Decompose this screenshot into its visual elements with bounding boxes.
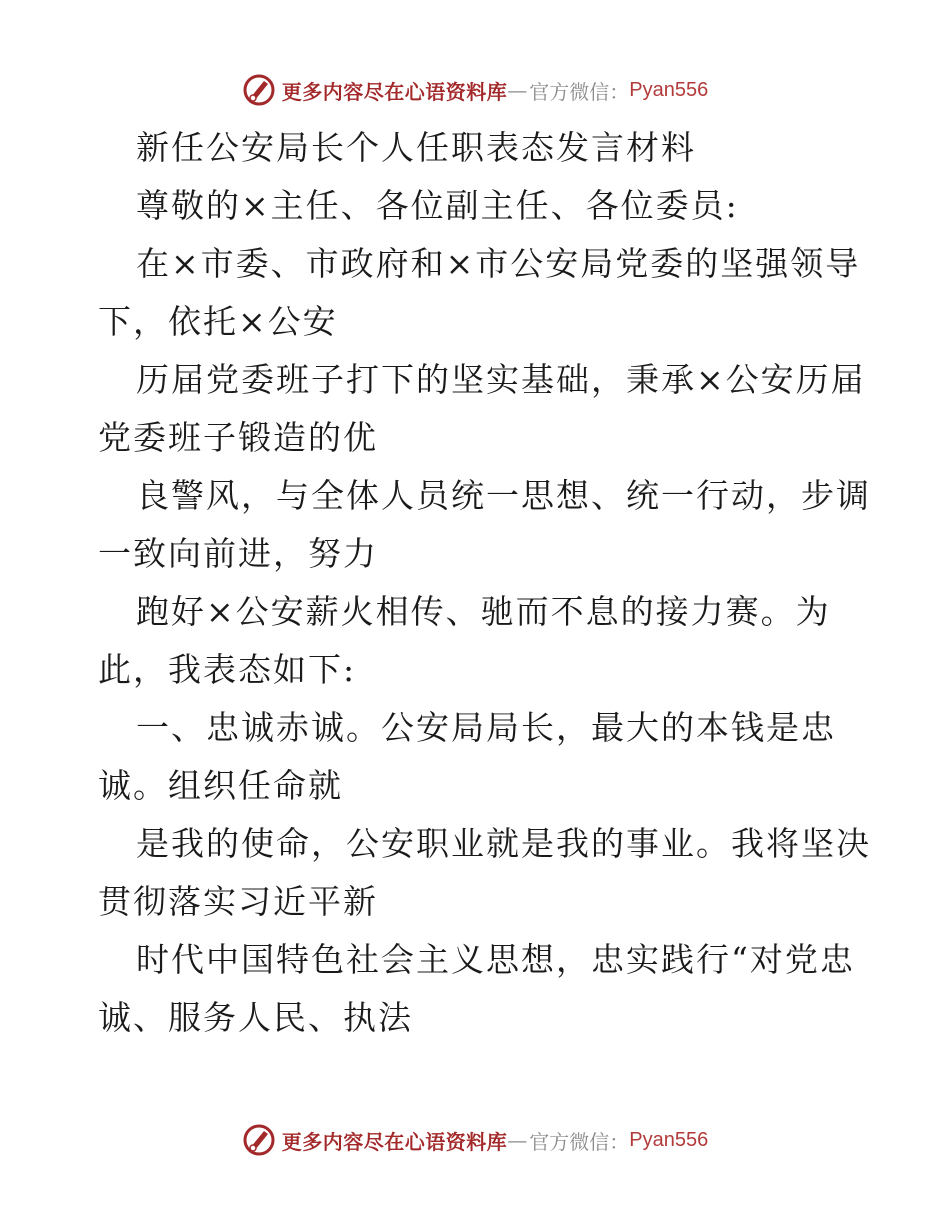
banner-wechat-label: 官方微信： — [529, 79, 630, 104]
text-line: 在×市委、市政府和×市公安局党委的坚强领导 — [136, 244, 861, 283]
text-line: 是我的使命，公安职业就是我的事业。我将坚决 — [136, 824, 871, 863]
document-body — [98, 119, 871, 1047]
text-line: 诚、服务人民、执法 — [98, 998, 413, 1037]
footer-watermark-banner — [0, 1120, 950, 1160]
banner-dash: — — [507, 1128, 528, 1152]
banner-brand-text: 更多内容尽在心语资料库 — [281, 79, 508, 104]
text-line: 贯彻落实习近平新 — [98, 882, 378, 921]
brush-circle-logo-icon — [242, 1123, 276, 1157]
banner-dash: — — [507, 78, 528, 102]
banner-brand-text: 更多内容尽在心语资料库 — [281, 1129, 508, 1154]
text-line: 尊敬的×主任、各位副主任、各位委员: — [136, 186, 739, 225]
text-line: 跑好×公安薪火相传、驰而不息的接力赛。为 — [136, 592, 831, 631]
text-line: 一、忠诚赤诚。公安局局长，最大的本钱是忠 — [136, 708, 836, 747]
text-line: 时代中国特色社会主义思想，忠实践行“对党忠 — [136, 940, 855, 979]
text-line: 一致向前进，努力 — [98, 534, 378, 573]
text-line: 良警风，与全体人员统一思想、统一行动，步调 — [136, 476, 871, 515]
text-line: 下，依托×公安 — [98, 302, 338, 341]
header-watermark-banner — [0, 70, 950, 110]
text-line: 历届党委班子打下的坚实基础，秉承×公安历届 — [136, 360, 866, 399]
text-line: 党委班子锻造的优 — [98, 418, 378, 457]
banner-wechat-id: Pyan556 — [629, 1128, 709, 1151]
text-line: 新任公安局长个人任职表态发言材料 — [136, 128, 696, 167]
text-line: 诚。组织任命就 — [98, 766, 343, 805]
banner-wechat-label: 官方微信： — [529, 1129, 630, 1154]
banner-wechat-id: Pyan556 — [629, 78, 709, 101]
text-line: 此，我表态如下: — [98, 650, 357, 689]
brush-circle-logo-icon — [242, 73, 276, 107]
